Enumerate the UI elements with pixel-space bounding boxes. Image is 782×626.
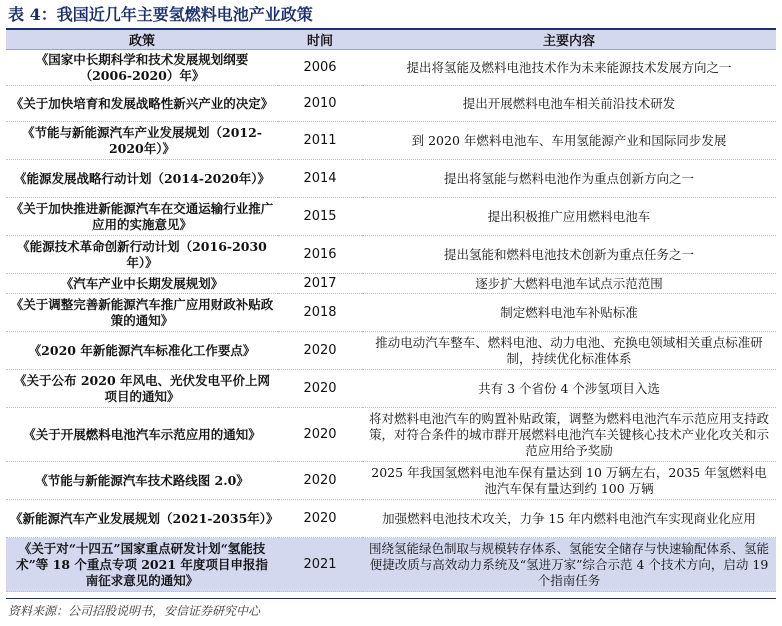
year-cell: 2018 bbox=[278, 294, 362, 332]
policy-cell: 《节能与新能源汽车产业发展规划（2012-2020年）》 bbox=[6, 122, 278, 160]
table-row bbox=[6, 370, 776, 408]
policy-cell: 《关于对“十四五”国家重点研发计划“氢能技术”等 18 个重点专项 2021 年度项目申报指南征求意见的通知》 bbox=[6, 538, 278, 592]
policy-cell: 《汽车产业中长期发展规划》 bbox=[6, 274, 278, 294]
policy-cell: 《关于加快培育和发展战略性新兴产业的决定》 bbox=[6, 86, 278, 122]
year-cell: 2015 bbox=[278, 198, 362, 236]
table-row bbox=[6, 462, 776, 500]
year-cell: 2010 bbox=[278, 86, 362, 122]
policy-cell: 《关于调整完善新能源汽车推广应用财政补贴政策的通知》 bbox=[6, 294, 278, 332]
header-policy: 政策 bbox=[6, 30, 278, 50]
year-cell: 2020 bbox=[278, 462, 362, 500]
year-cell: 2014 bbox=[278, 160, 362, 198]
table-row bbox=[6, 160, 776, 198]
table-row bbox=[6, 538, 776, 592]
policy-cell: 《能源发展战略行动计划（2014-2020年）》 bbox=[6, 160, 278, 198]
content-cell: 加强燃料电池技术攻关，力争 15 年内燃料电池汽车实现商业化应用 bbox=[362, 500, 776, 538]
header-time: 时间 bbox=[278, 30, 362, 50]
content-cell: 制定燃料电池车补贴标准 bbox=[362, 294, 776, 332]
content-cell: 共有 3 个省份 4 个涉氢项目入选 bbox=[362, 370, 776, 408]
year-cell: 2020 bbox=[278, 500, 362, 538]
content-cell: 提出氢能和燃料电池技术创新为重点任务之一 bbox=[362, 236, 776, 274]
content-cell: 到 2020 年燃料电池车、车用氢能源产业和国际同步发展 bbox=[362, 122, 776, 160]
year-cell: 2017 bbox=[278, 274, 362, 294]
table-row bbox=[6, 294, 776, 332]
content-cell: 2025 年我国氢燃料电池车保有量达到 10 万辆左右，2035 年氢燃料电池汽车保有量达到约 100 万辆 bbox=[362, 462, 776, 500]
table-row bbox=[6, 274, 776, 294]
year-cell: 2020 bbox=[278, 370, 362, 408]
policy-cell: 《关于公布 2020 年风电、光伏发电平价上网项目的通知》 bbox=[6, 370, 278, 408]
content-cell: 推动电动汽车整车、燃料电池、动力电池、充换电领域相关重点标准研制，持续优化标准体系 bbox=[362, 332, 776, 370]
year-cell: 2020 bbox=[278, 408, 362, 462]
policy-cell: 《节能与新能源汽车技术路线图 2.0》 bbox=[6, 462, 278, 500]
year-cell: 2011 bbox=[278, 122, 362, 160]
policy-table bbox=[6, 30, 776, 592]
content-cell: 围绕氢能绿色制取与规模转存体系、氢能安全储存与快速输配体系、氢能便捷改质与高效动力系统及“氢进万家”综合示范 4 个技术方向，启动 19 个指南任务 bbox=[362, 538, 776, 592]
year-cell: 2016 bbox=[278, 236, 362, 274]
policy-cell: 《能源技术革命创新行动计划（2016-2030年）》 bbox=[6, 236, 278, 274]
table-row bbox=[6, 408, 776, 462]
year-cell: 2020 bbox=[278, 332, 362, 370]
policy-cell: 《新能源汽车产业发展规划（2021-2035年）》 bbox=[6, 500, 278, 538]
content-cell: 提出将氢能及燃料电池技术作为未来能源技术发展方向之一 bbox=[362, 50, 776, 86]
table-row bbox=[6, 198, 776, 236]
table-title: 表 4：我国近几年主要氢燃料电池产业政策 bbox=[6, 0, 776, 30]
year-cell: 2006 bbox=[278, 50, 362, 86]
header-content: 主要内容 bbox=[362, 30, 776, 50]
policy-cell: 《关于加快推进新能源汽车在交通运输行业推广应用的实施意见》 bbox=[6, 198, 278, 236]
policy-cell: 《国家中长期科学和技术发展规划纲要（2006-2020）年》 bbox=[6, 50, 278, 86]
policy-cell: 《2020 年新能源汽车标准化工作要点》 bbox=[6, 332, 278, 370]
source-note: 资料来源：公司招股说明书，安信证券研究中心 bbox=[6, 598, 776, 619]
table-row bbox=[6, 122, 776, 160]
policy-table-container bbox=[6, 0, 776, 619]
content-cell: 将对燃料电池汽车的购置补贴政策，调整为燃料电池汽车示范应用支持政策，对符合条件的城市群开展燃料电池汽车关键核心技术产业化攻关和示范应用给予奖励 bbox=[362, 408, 776, 462]
content-cell: 逐步扩大燃料电池车试点示范范围 bbox=[362, 274, 776, 294]
content-cell: 提出将氢能与燃料电池作为重点创新方向之一 bbox=[362, 160, 776, 198]
table-row bbox=[6, 86, 776, 122]
table-row bbox=[6, 332, 776, 370]
table-body bbox=[6, 50, 776, 592]
policy-cell: 《关于开展燃料电池汽车示范应用的通知》 bbox=[6, 408, 278, 462]
table-header-row bbox=[6, 30, 776, 50]
content-cell: 提出积极推广应用燃料电池车 bbox=[362, 198, 776, 236]
table-row bbox=[6, 50, 776, 86]
table-row bbox=[6, 236, 776, 274]
table-row bbox=[6, 500, 776, 538]
year-cell: 2021 bbox=[278, 538, 362, 592]
content-cell: 提出开展燃料电池车相关前沿技术研发 bbox=[362, 86, 776, 122]
